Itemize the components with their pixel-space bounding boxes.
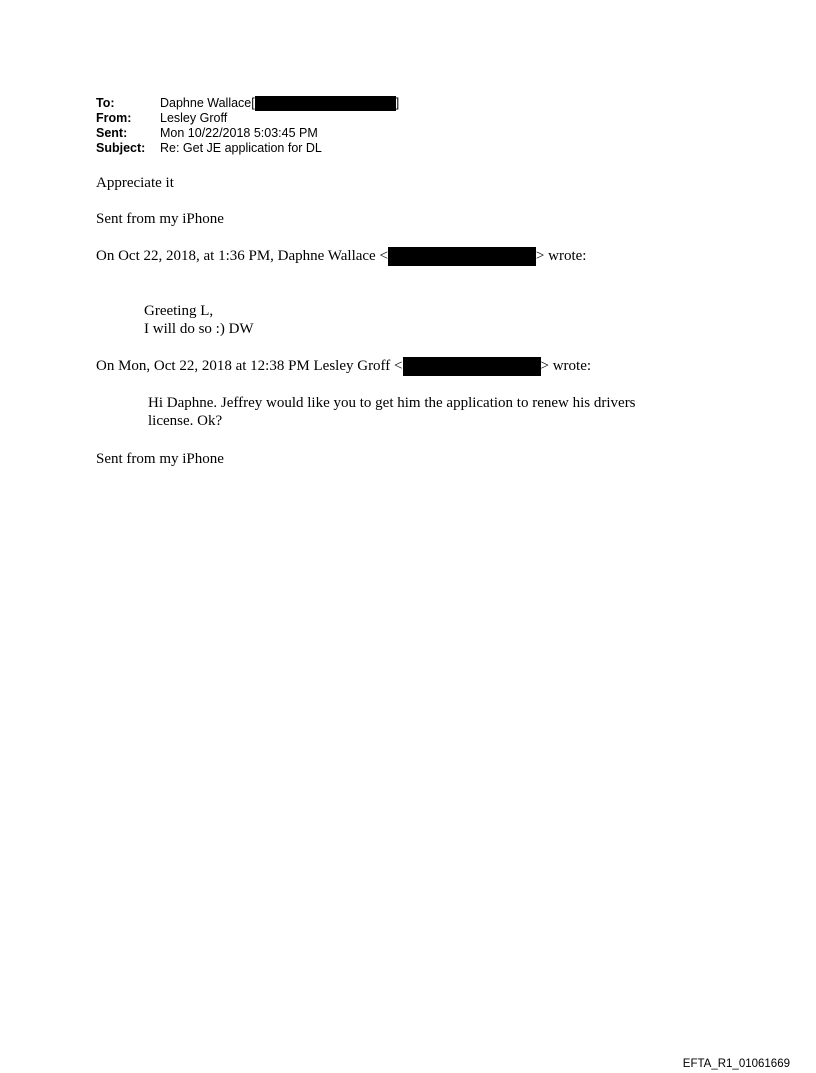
- document-id: EFTA_R1_01061669: [682, 1058, 790, 1070]
- to-row: [96, 96, 399, 111]
- to-close: ]: [395, 96, 400, 110]
- quote-2-line-1: Hi Daphne. Jeffrey would like you to get him the application to renew his drivers: [148, 395, 636, 411]
- signature-2: Sent from my iPhone: [96, 451, 224, 467]
- quote-1-line-2: I will do so :) DW: [144, 321, 254, 337]
- redaction-box: [388, 247, 536, 266]
- from-value: Lesley Groff: [160, 111, 228, 125]
- to-value: [160, 96, 399, 111]
- redaction-box: [403, 357, 541, 376]
- quote-2-attribution: [96, 357, 591, 376]
- from-row: [96, 111, 399, 126]
- sent-value: Mon 10/22/2018 5:03:45 PM: [160, 126, 318, 140]
- quote-1-attribution: [96, 247, 586, 266]
- to-name: Daphne Wallace[: [160, 96, 255, 110]
- quote-1-prefix: On Oct 22, 2018, at 1:36 PM, Daphne Wallace <: [96, 248, 388, 264]
- subject-label: Subject:: [96, 141, 146, 155]
- reply-text: Appreciate it: [96, 175, 174, 191]
- signature-1: Sent from my iPhone: [96, 211, 224, 227]
- sent-row: [96, 126, 399, 141]
- quote-2-prefix: On Mon, Oct 22, 2018 at 12:38 PM Lesley Groff <: [96, 358, 403, 374]
- sent-label: Sent:: [96, 126, 128, 140]
- to-label: To:: [96, 96, 115, 110]
- quote-1-line-1: Greeting L,: [144, 303, 214, 319]
- subject-row: [96, 141, 399, 156]
- email-header: [96, 96, 399, 156]
- quote-1-suffix: > wrote:: [535, 248, 587, 264]
- quote-2-suffix: > wrote:: [540, 358, 592, 374]
- from-label: From:: [96, 111, 132, 125]
- subject-value: Re: Get JE application for DL: [160, 141, 322, 155]
- quote-2-line-2: license. Ok?: [148, 413, 223, 429]
- redaction-box: [255, 96, 396, 111]
